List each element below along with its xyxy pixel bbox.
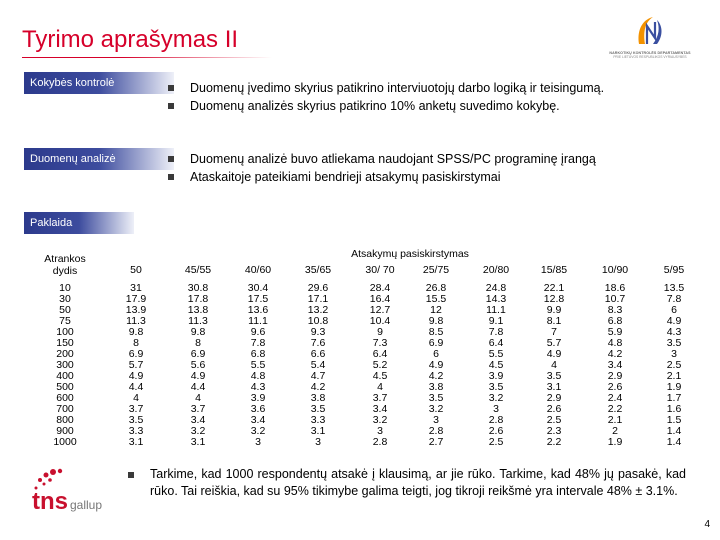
table-cell: 2.1 (607, 414, 623, 426)
table-cell: 2.8 (428, 425, 444, 437)
list-item: Ataskaitoje pateikiami bendrieji atsakymų pasiskirstymai (168, 168, 688, 186)
table-cell: 6.8 (250, 348, 266, 360)
gallup-brand: gallup (70, 498, 103, 512)
bullet-icon (168, 103, 174, 109)
table-cell: 4 (133, 392, 139, 404)
table-cell: 4.2 (310, 381, 326, 393)
table-cell: 1.4 (666, 436, 682, 448)
table-cell: 50 (59, 304, 71, 316)
table-cell: 4.5 (372, 370, 388, 382)
table-cell: 100 (56, 326, 74, 338)
table-cell: 4.7 (310, 370, 326, 382)
table-cell: 6.4 (488, 337, 504, 349)
value-column (414, 283, 458, 448)
table-cell: 4.3 (250, 381, 266, 393)
table-cell: 3.4 (250, 414, 266, 426)
table-cell: 5.7 (128, 359, 144, 371)
table-cell: 3.8 (310, 392, 326, 404)
table-cell: 9.8 (190, 326, 206, 338)
table-cell: 3 (315, 436, 321, 448)
value-column (176, 283, 220, 448)
analysis-bullets (168, 150, 688, 186)
table-cell: 1.9 (666, 381, 682, 393)
table-cell: 6 (433, 348, 439, 360)
table-cell: 18.6 (604, 282, 626, 294)
table-cell: 3.5 (428, 392, 444, 404)
table-cell: 2.9 (607, 370, 623, 382)
table-cell: 2.5 (488, 436, 504, 448)
table-cell: 10 (59, 282, 71, 294)
table-cell: 9.6 (250, 326, 266, 338)
table-cell: 1000 (53, 436, 77, 448)
table-cell: 17.9 (125, 293, 147, 305)
table-cell: 9.8 (428, 315, 444, 327)
table-cell: 2.4 (607, 392, 623, 404)
page-number: 4 (704, 519, 710, 530)
column-header: 45/55 (184, 264, 212, 276)
table-cell: 26.8 (425, 282, 447, 294)
table-cell: 12.7 (369, 304, 391, 316)
table-cell: 14.3 (485, 293, 507, 305)
table-cell: 10.7 (604, 293, 626, 305)
table-cell: 300 (56, 359, 74, 371)
table-cell: 8.1 (546, 315, 562, 327)
table-cell: 8 (195, 337, 201, 349)
table-cell: 5.5 (488, 348, 504, 360)
table-cell: 3.5 (546, 370, 562, 382)
table-cell: 7 (551, 326, 557, 338)
table-cell: 3 (493, 403, 499, 415)
table-cell: 3.4 (607, 359, 623, 371)
table-cell: 4.4 (190, 381, 206, 393)
table-cell: 2.9 (546, 392, 562, 404)
table-cell: 4.3 (666, 326, 682, 338)
table-cell: 4.9 (666, 315, 682, 327)
table-cell: 7.8 (488, 326, 504, 338)
table-cell: 4.2 (607, 348, 623, 360)
table-cell: 4.9 (190, 370, 206, 382)
table-cell: 2.7 (428, 436, 444, 448)
table-cell: 13.6 (247, 304, 269, 316)
table-cell: 3.9 (488, 370, 504, 382)
table-cell: 3.4 (190, 414, 206, 426)
table-group-header: Atsakymų pasiskirstymas (351, 248, 469, 260)
table-cell: 3.2 (190, 425, 206, 437)
column-header: 30/ 70 (365, 264, 395, 276)
table-cell: 2.6 (488, 425, 504, 437)
table-cell: 9.1 (488, 315, 504, 327)
table-cell: 4 (195, 392, 201, 404)
table-cell: 11.1 (248, 315, 268, 327)
table-cell: 9.9 (546, 304, 562, 316)
table-cell: 200 (56, 348, 74, 360)
table-cell: 2.3 (546, 425, 562, 437)
value-column (652, 283, 696, 448)
table-cell: 3 (255, 436, 261, 448)
value-column (358, 283, 402, 448)
table-cell: 400 (56, 370, 74, 382)
quality-bullets (168, 79, 688, 115)
table-cell: 30.8 (187, 282, 209, 294)
sample-size-column (43, 283, 87, 448)
table-cell: 13.9 (125, 304, 147, 316)
table-cell: 4.5 (488, 359, 504, 371)
table-cell: 3.3 (128, 425, 144, 437)
table-cell: 3.5 (666, 337, 682, 349)
table-cell: 6.6 (310, 348, 326, 360)
table-cell: 3.1 (310, 425, 326, 437)
table-cell: 5.6 (190, 359, 206, 371)
table-cell: 3.1 (128, 436, 144, 448)
bullet-icon (168, 85, 174, 91)
table-cell: 3.3 (310, 414, 326, 426)
table-cell: 2.6 (607, 381, 623, 393)
table-cell: 31 (130, 282, 142, 294)
column-header: 40/60 (244, 264, 272, 276)
list-item: Duomenų analizė buvo atliekama naudojant SPSS/PC programinę įrangą (168, 150, 688, 168)
table-cell: 6 (671, 304, 677, 316)
table-cell: 3.2 (372, 414, 388, 426)
table-cell: 800 (56, 414, 74, 426)
table-cell: 75 (59, 315, 71, 327)
column-header: 20/80 (482, 264, 510, 276)
table-cell: 3.7 (128, 403, 144, 415)
table-cell: 1.9 (607, 436, 623, 448)
table-cell: 4.8 (250, 370, 266, 382)
section-label-quality: Kokybės kontrolė (24, 72, 174, 94)
table-cell: 6.8 (607, 315, 623, 327)
table-cell: 10.8 (307, 315, 329, 327)
table-cell: 4.9 (546, 348, 562, 360)
table-cell: 8.3 (607, 304, 623, 316)
table-cell: 4.2 (428, 370, 444, 382)
table-cell: 1.4 (666, 425, 682, 437)
table-cell: 17.1 (307, 293, 329, 305)
table-cell: 3.2 (428, 403, 444, 415)
table-cell: 3.7 (372, 392, 388, 404)
table-row-header: Atrankos dydis (44, 253, 86, 277)
table-cell: 5.9 (607, 326, 623, 338)
column-header: 35/65 (304, 264, 332, 276)
list-item: Duomenų įvedimo skyrius patikrino interviuotojų darbo logiką ir teisingumą. (168, 79, 688, 97)
table-cell: 1.6 (666, 403, 682, 415)
value-column (532, 283, 576, 448)
table-cell: 3 (671, 348, 677, 360)
list-item: Duomenų analizės skyrius patikrino 10% anketų suvedimo kokybę. (168, 97, 688, 115)
table-cell: 17.8 (187, 293, 209, 305)
table-cell: 3 (433, 414, 439, 426)
table-cell: 7.3 (372, 337, 388, 349)
table-cell: 6.9 (428, 337, 444, 349)
table-cell: 15.5 (425, 293, 447, 305)
table-cell: 9.3 (310, 326, 326, 338)
table-cell: 2.2 (607, 403, 623, 415)
table-cell: 3.5 (128, 414, 144, 426)
table-cell: 3.6 (250, 403, 266, 415)
table-cell: 12 (430, 304, 442, 316)
table-cell: 3 (377, 425, 383, 437)
table-cell: 4.4 (128, 381, 144, 393)
table-cell: 700 (56, 403, 74, 415)
table-cell: 2.6 (546, 403, 562, 415)
table-cell: 9.8 (128, 326, 144, 338)
table-cell: 4 (377, 381, 383, 393)
table-cell: 5.4 (310, 359, 326, 371)
bullet-icon (168, 156, 174, 162)
table-cell: 10.4 (369, 315, 391, 327)
tns-gallup-logo (30, 466, 110, 526)
table-cell: 3.2 (488, 392, 504, 404)
table-cell: 3.5 (310, 403, 326, 415)
table-cell: 12.8 (543, 293, 565, 305)
table-cell: 2 (612, 425, 618, 437)
table-cell: 22.1 (543, 282, 565, 294)
table-cell: 1.7 (666, 392, 682, 404)
tns-brand: tns (32, 488, 68, 515)
table-cell: 11.3 (188, 315, 208, 327)
table-column-headers (30, 264, 695, 278)
logo-line1: NARKOTIKŲ KONTROLĖS DEPARTAMENTAS (609, 51, 691, 55)
column-header: 15/85 (540, 264, 568, 276)
table-cell: 3.5 (488, 381, 504, 393)
table-cell: 4.9 (128, 370, 144, 382)
table-cell: 5.5 (250, 359, 266, 371)
ndk-logo (604, 14, 696, 64)
column-header: 25/75 (422, 264, 450, 276)
table-cell: 9 (377, 326, 383, 338)
table-cell: 7.6 (310, 337, 326, 349)
table-cell: 30 (59, 293, 71, 305)
table-cell: 1.5 (666, 414, 682, 426)
table-cell: 4 (551, 359, 557, 371)
table-cell: 3.2 (250, 425, 266, 437)
table-cell: 3.1 (546, 381, 562, 393)
value-column (474, 283, 518, 448)
table-cell: 13.2 (307, 304, 329, 316)
table-cell: 8 (133, 337, 139, 349)
example-note: Tarkime, kad 1000 respondentų atsakė į klausimą, ar jie rūko. Tarkime, kad 48% jų pasakė, kad rūko. Tai reiškia, kad su 95% tikimybe galima teigti, jog tikroji reikšmė yra intervale 48% ± 3.1%. (130, 466, 686, 499)
table-cell: 3.1 (190, 436, 206, 448)
table-cell: 3.8 (428, 381, 444, 393)
table-cell: 3.7 (190, 403, 206, 415)
table-cell: 3.9 (250, 392, 266, 404)
table-cell: 2.5 (546, 414, 562, 426)
table-cell: 150 (56, 337, 74, 349)
table-cell: 600 (56, 392, 74, 404)
ndk-emblem-icon (633, 14, 667, 50)
table-cell: 6.4 (372, 348, 388, 360)
table-cell: 28.4 (369, 282, 391, 294)
table-cell: 2.8 (372, 436, 388, 448)
table-cell: 13.8 (187, 304, 209, 316)
value-column (114, 283, 158, 448)
bullet-icon (128, 472, 134, 478)
table-cell: 2.2 (546, 436, 562, 448)
table-cell: 24.8 (485, 282, 507, 294)
table-cell: 6.9 (128, 348, 144, 360)
table-cell: 2.8 (488, 414, 504, 426)
table-cell: 900 (56, 425, 74, 437)
column-header: 10/90 (601, 264, 629, 276)
section-label-analysis: Duomenų analizė (24, 148, 174, 170)
table-cell: 5.2 (372, 359, 388, 371)
table-cell: 17.5 (247, 293, 269, 305)
table-cell: 11.3 (126, 315, 146, 327)
page-title: Tyrimo aprašymas II (22, 26, 239, 53)
value-column (593, 283, 637, 448)
bullet-icon (168, 174, 174, 180)
logo-line2: PRIE LIETUVOS RESPUBLIKOS VYRIAUSYBĖS (613, 55, 687, 59)
table-cell: 7.8 (250, 337, 266, 349)
column-header: 50 (130, 264, 142, 276)
table-cell: 3.4 (372, 403, 388, 415)
table-cell: 2.5 (666, 359, 682, 371)
table-cell: 5.7 (546, 337, 562, 349)
value-column (236, 283, 280, 448)
table-cell: 7.8 (666, 293, 682, 305)
table-cell: 8.5 (428, 326, 444, 338)
section-label-error: Paklaida (24, 212, 134, 234)
table-cell: 4.8 (607, 337, 623, 349)
table-cell: 500 (56, 381, 74, 393)
value-column (296, 283, 340, 448)
table-cell: 13.5 (663, 282, 685, 294)
table-cell: 2.1 (666, 370, 682, 382)
table-cell: 30.4 (247, 282, 269, 294)
table-cell: 29.6 (307, 282, 329, 294)
table-cell: 16.4 (369, 293, 391, 305)
column-header: 5/95 (663, 264, 685, 276)
table-cell: 4.9 (428, 359, 444, 371)
title-underline (22, 57, 272, 58)
table-cell: 6.9 (190, 348, 206, 360)
table-cell: 11.1 (486, 304, 506, 316)
